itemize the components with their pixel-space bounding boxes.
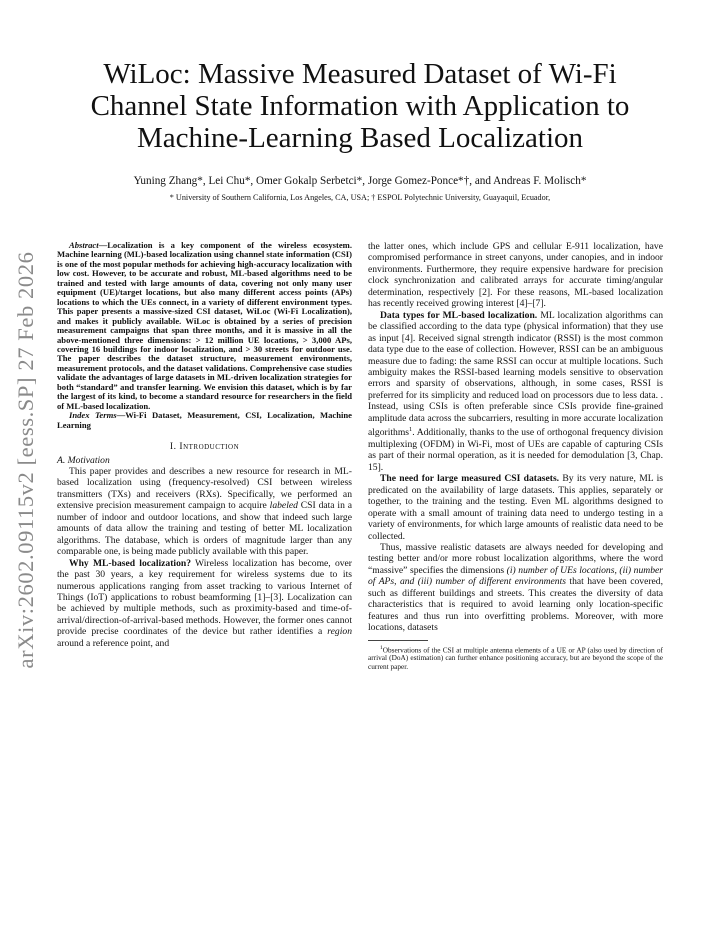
text-run: . Additionally, thanks to the use of orthogonal frequency division multiplexing (OFDM) in Wi-Fi, most of UEs are capable of capturing CSIs as part of their normal operation, as it is needed for demodulation [3, Chap. 15]. — [368, 427, 663, 473]
index-terms-label: Index Terms — [69, 410, 117, 421]
text-run: Thus, massive realistic datasets are always needed for developing and testing better and/or more robust localization algorithms, where the word “massive” specifies the dimensions — [368, 541, 663, 576]
section-number: I. — [169, 441, 177, 453]
emphasis: (i) number of UEs locations, (ii) number of APs, and (iii) number of different environments — [368, 564, 663, 588]
text-run: ML localization algorithms can be classified according to the data type (physical information) that they use as input [4]. Received signal strength indicator (RSSI) is the most common data type due to the ease of collection. However, RSSI can be an ambiguous measure due to fading: the same RSSI can occur at multiple locations. Such ambiguity makes the RSSI-based learning models sensitive to observation errors and sparsity of observations, although, in some cases, RSSI is preferred for its simplicity and reduced load on processors due to less data. . Instead, using CSIs is often preferable since CSIs provide fine-grained amplitude data across the subcarriers, resulting in more accurate localization algorithms — [368, 309, 663, 439]
paragraph-data-types — [368, 310, 663, 474]
index-terms-text: —Wi-Fi Dataset, Measurement, CSI, Localization, Machine Learning — [57, 410, 352, 430]
footnote — [368, 644, 663, 671]
run-in-heading: The need for large measured CSI datasets. — [380, 473, 560, 485]
text-run: This paper provides and describes a new resource for research in ML-based localization using (frequency-resolved) CSI between wireless transmitters (TXs) and receivers (RXs). Specifically, we performed an extensive precision measurement campaign to acquire — [57, 465, 352, 512]
paper-title: WiLoc: Massive Measured Dataset of Wi-Fi Channel State Information with Application to Machine-Learning Based Localization — [90, 58, 630, 154]
text-run: By its very nature, ML is predicated on the availability of large datasets. This applies, separately or together, to the training and the testing. Even ML algorithms designed to operate with a small amount of training data need to undergo testing in a variety of environments, for which large amounts of realistic data need to be collected. — [368, 473, 663, 542]
footnote-marker: 1 — [409, 426, 413, 434]
emphasis: labeled — [269, 500, 298, 512]
footnote-number: 1 — [380, 644, 383, 651]
arxiv-id: arXiv:2602.09115v2 [eess.SP] 27 Feb 2026 — [13, 251, 38, 669]
paragraph-need-datasets — [368, 473, 663, 542]
abstract-text: —Localization is a key component of the wireless ecosystem. Machine learning (ML)-based localization using channel state information (CSI) is one of the most popular methods for achieving high-accuracy localization with low cost. However, to be accurate and robust, ML-based algorithms need to be trained and tested with large amounts of data, covering not only many user equipment (UE)/target locations, but also many different access points (APs) locations to which the UEs connect, in a variety of different environment types. This paper presents a massive-sized CSI dataset, WiLoc (Wi-Fi Localization), and makes it publicly available. WiLoc is obtained by a series of precision measurement campaigns that span three months, and it is massive in all the above-mentioned three dimensions: > 12 million UE locations, > 3,000 APs, covering 16 buildings for indoor localization, and > 30 streets for outdoor use. The paper describes the dataset structure, measurement environments, measurement protocols, and the dataset validations. Comprehensive case studies validate the advantages of large datasets in ML-driven localization strategies for both “standard” and transfer learning. We envision this dataset, which is by far the largest of its kind, to become a standard resource for researchers in the field of ML-based localization. — [57, 240, 352, 411]
left-column — [57, 241, 352, 649]
paragraph-motivation — [57, 466, 352, 558]
section-heading — [57, 441, 352, 452]
right-column — [368, 241, 663, 671]
section-title: Introduction — [179, 441, 240, 453]
subsection-heading: A. Motivation — [57, 454, 110, 466]
abstract-label: Abstract — [69, 240, 99, 250]
emphasis: region — [327, 626, 352, 638]
run-in-heading: Data types for ML-based localization. — [380, 309, 538, 321]
run-in-heading: Why ML-based localization? — [69, 557, 191, 569]
index-terms — [57, 411, 352, 430]
paragraph-massive — [368, 542, 663, 634]
paragraph-continued: the latter ones, which include GPS and cellular E-911 localization, have compromised performance in street canyons, under canopies, and in indoor environments. Furthermore, they require expensive hardware for precision clock synchronization and calibrated arrays for accurate timing/angular determination, respectively [2]. For these reasons, ML-based localization has recently received growing interest [4]–[7]. — [368, 241, 663, 310]
author-list: Yuning Zhang*, Lei Chu*, Omer Gokalp Serbetci*, Jorge Gomez-Ponce*†, and Andreas F. Molisch* — [133, 175, 587, 187]
paragraph-why-ml — [57, 558, 352, 650]
text-run: around a reference point, and — [57, 637, 170, 649]
footnote-rule — [368, 640, 428, 641]
footnote-text: Observations of the CSI at multiple antenna elements of a UE or AP (also used by direction of arrival (DoA) estimation) can further enhance positioning accuracy, but are beyond the scope of the current paper. — [368, 645, 663, 671]
text-run: Wireless localization has become, over the past 30 years, a key requirement for wireless systems due to its numerous applications ranging from asset tracking to various Internet of Things (IoT) applications to robust beamforming [1]–[3]. Localization can be achieved by multiple methods, such as proximity-based and time-of-arrival/direction-of-arrival-based methods. However, the former ones cannot provide precise coordinates of the device but rather identifies a — [57, 557, 352, 638]
arxiv-stamp — [6, 250, 46, 670]
abstract — [57, 241, 352, 411]
text-run: CSI data in a number of indoor and outdoor locations, and show that indeed such large amounts of data allow the training and testing of better ML localization algorithms. The database, which is orders of magnitude larger than any comparable one, is being made publicly available with this paper. — [57, 500, 352, 558]
text-run: that have been covered, such as different buildings and streets. This creates the diversity of data characteristics that is required to avoid learning only location-specific features and thus run into overfitting problems. Moreover, with more locations, datasets — [368, 576, 663, 634]
affiliations: * University of Southern California, Los Angeles, CA, USA; † ESPOL Polytechnic University, Guayaquil, Ecuador, — [169, 193, 551, 202]
